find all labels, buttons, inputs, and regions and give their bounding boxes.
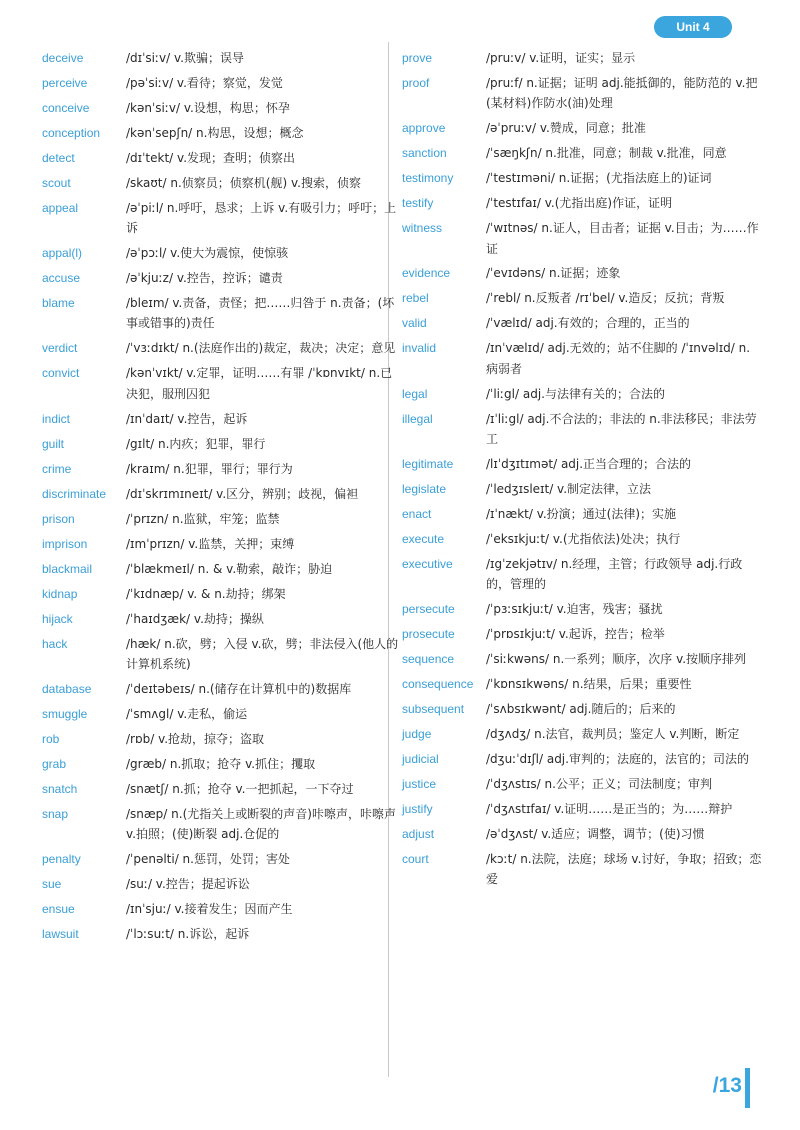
vocab-word: database <box>42 681 92 696</box>
vocab-definition: /dɪˈtekt/ v.发现；查明；侦察出 <box>126 150 296 165</box>
vocab-entry <box>402 624 762 644</box>
vocab-definition: /ˈledʒɪsleɪt/ v.制定法律，立法 <box>486 481 652 496</box>
vocab-definition: /kənˈsepʃn/ n.构思，设想；概念 <box>126 125 304 140</box>
vocab-entry <box>402 48 762 68</box>
vocab-entry <box>42 48 402 68</box>
vocab-entry <box>42 459 402 479</box>
vocab-definition: /pruːv/ v.证明，证实；显示 <box>486 51 636 65</box>
vocab-word: justice <box>402 777 437 792</box>
vocab-word: judicial <box>402 752 439 767</box>
vocab-entry <box>42 779 402 799</box>
vocab-entry <box>42 198 402 239</box>
vocab-definition: /snætʃ/ n.抓；抢夺 v.一把抓起，一下夺过 <box>126 781 354 796</box>
unit-badge: Unit 4 <box>654 16 732 38</box>
vocab-word: conception <box>42 125 101 140</box>
vocab-entry <box>42 849 402 869</box>
vocab-definition: /ɪnˈvælɪd/ adj.无效的；站不住脚的 /ˈɪnvəlɪd/ n.病弱者 <box>486 341 751 376</box>
vocab-definition: /ɪmˈprɪzn/ v.监禁，关押；束缚 <box>126 536 295 551</box>
vocab-entry <box>402 263 762 283</box>
vocab-definition: /ˈpenəlti/ n.惩罚，处罚；害处 <box>126 852 290 867</box>
vocab-definition: /snæp/ n.(尤指关上或断裂的声音)咔嚓声，咔嚓声 v.拍照；(使)断裂 adj.仓促的 <box>126 806 396 842</box>
vocab-definition: /gɪlt/ n.内疚；犯罪，罪行 <box>126 436 266 451</box>
vocab-word: accuse <box>42 271 81 286</box>
vocab-word: perceive <box>42 75 88 90</box>
vocab-entry <box>402 384 762 404</box>
vocab-entry <box>402 699 762 719</box>
vocab-definition: /ˈwɪtnəs/ n.证人，目击者；证据 v.目击；为……作证 <box>486 221 759 256</box>
vocab-entry <box>42 584 402 604</box>
vocab-entry <box>42 704 402 724</box>
vocab-entry <box>42 899 402 919</box>
vocab-entry <box>402 479 762 499</box>
vocab-word: crime <box>42 461 72 476</box>
vocab-entry <box>402 824 762 844</box>
vocab-word: penalty <box>42 852 81 867</box>
vocab-definition: /ˈkɒnsɪkwəns/ n.结果，后果；重要性 <box>486 677 692 692</box>
vocab-definition: /dɪˈskrɪmɪneɪt/ v.区分，辨别；歧视，偏袒 <box>126 486 359 501</box>
vocab-entry <box>42 509 402 529</box>
vocab-word: discriminate <box>42 486 107 501</box>
vocab-word: judge <box>402 727 432 742</box>
vocab-definition: /kraɪm/ n.犯罪，罪行；罪行为 <box>126 461 293 476</box>
vocab-definition: /ˈkɪdnæp/ v. & n.劫持；绑架 <box>126 586 286 601</box>
vocab-entry <box>42 874 402 894</box>
vocab-entry <box>402 288 762 308</box>
vocab-word: valid <box>402 316 427 331</box>
vocab-entry <box>42 293 402 334</box>
vocab-word: imprison <box>42 536 88 551</box>
vocab-word: scout <box>42 175 71 190</box>
vocab-word: proof <box>402 75 430 90</box>
vocab-definition: /ˈprɪzn/ n.监狱，牢笼；监禁 <box>126 511 280 526</box>
vocab-entry <box>42 679 402 699</box>
vocab-definition: /suː/ v.控告；提起诉讼 <box>126 877 250 892</box>
vocab-entry <box>42 924 402 944</box>
page-number: /13 <box>712 1074 742 1097</box>
vocab-word: guilt <box>42 436 65 451</box>
vocab-definition: /əˈpruːv/ v.赞成，同意；批准 <box>486 121 646 136</box>
vocab-definition: /lɪˈdʒɪtɪmət/ adj.正当合理的；合法的 <box>486 456 692 471</box>
vocab-entry <box>402 749 762 769</box>
vocab-entry <box>42 338 402 358</box>
vocab-word: detect <box>42 150 75 165</box>
vocab-definition: /ɪgˈzekjətɪv/ n.经理，主管；行政领导 adj.行政的，管理的 <box>486 556 743 592</box>
vocab-entry <box>42 98 402 118</box>
vocab-definition: /əˈpɔːl/ v.使大为震惊，使惊骇 <box>126 246 289 261</box>
left-column <box>42 48 402 949</box>
vocab-definition: /dʒʌdʒ/ n.法官，裁判员；鉴定人 v.判断，断定 <box>486 727 740 742</box>
vocab-definition: /ɪˈliːgl/ adj.不合法的；非法的 n.非法移民；非法劳工 <box>486 411 757 446</box>
vocab-word: sanction <box>402 146 447 161</box>
vocab-word: verdict <box>42 341 78 356</box>
vocab-definition: /ɪnˈsjuː/ v.接着发生；因而产生 <box>126 902 293 917</box>
vocab-word: prosecute <box>402 627 455 642</box>
vocab-definition: /ˈsʌbsɪkwənt/ adj.随后的；后来的 <box>486 702 676 717</box>
vocab-word: indict <box>42 411 71 426</box>
vocab-word: grab <box>42 756 67 771</box>
vocab-word: rebel <box>402 291 429 306</box>
vocab-word: consequence <box>402 677 474 692</box>
vocab-entry <box>402 168 762 188</box>
vocab-entry <box>42 754 402 774</box>
vocab-word: snatch <box>42 781 78 796</box>
vocab-definition: /kɔːt/ n.法院，法庭；球场 v.讨好，争取；招致；恋爱 <box>486 852 762 887</box>
vocab-word: witness <box>402 221 443 236</box>
vocab-entry <box>402 724 762 744</box>
page-edge-bar <box>745 1068 750 1108</box>
vocab-word: prison <box>42 511 75 526</box>
vocab-entry <box>402 409 762 450</box>
vocab-word: lawsuit <box>42 927 79 941</box>
vocab-entry <box>42 243 402 263</box>
vocab-entry <box>402 454 762 474</box>
vocab-definition: /ˈprɒsɪkjuːt/ v.起诉，控告；检举 <box>486 627 665 642</box>
vocab-definition: /ˈvɜːdɪkt/ n.(法庭作出的)裁定，裁决；决定；意见 <box>126 341 396 356</box>
vocab-entry <box>42 484 402 504</box>
vocab-entry <box>42 173 402 193</box>
vocab-definition: /ˈdʒʌstɪs/ n.公平；正义；司法制度；审判 <box>486 777 712 792</box>
vocab-definition: /ˈvælɪd/ adj.有效的；合理的，正当的 <box>486 316 690 331</box>
vocab-entry <box>402 193 762 213</box>
vocab-definition: /əˈpiːl/ n.呼吁，恳求；上诉 v.有吸引力；呼吁；上诉 <box>126 200 397 236</box>
vocab-word: legal <box>402 386 428 401</box>
vocab-word: rob <box>42 731 60 746</box>
vocab-word: sue <box>42 877 62 892</box>
vocab-word: execute <box>402 531 445 546</box>
vocab-definition: /græb/ n.抓取；抢夺 v.抓住；攫取 <box>126 756 316 771</box>
vocab-entry <box>402 799 762 819</box>
vocab-definition: /ɪˈnækt/ v.扮演；通过(法律)；实施 <box>486 506 677 521</box>
vocab-definition: /ˈblækmeɪl/ n. & v.勒索，敲诈；胁迫 <box>126 561 333 576</box>
vocab-definition: /pruːf/ n.证据；证明 adj.能抵御的，能防范的 v.把(某材料)作防水(油)处理 <box>486 75 758 111</box>
vocab-entry <box>42 609 402 629</box>
vocab-entry <box>42 363 402 404</box>
vocab-entry <box>42 804 402 845</box>
vocab-entry <box>402 338 762 379</box>
vocab-definition: /ˈhaɪdʒæk/ v.劫持；操纵 <box>126 611 264 626</box>
vocab-word: ensue <box>42 902 75 917</box>
vocab-entry <box>42 123 402 143</box>
vocab-entry <box>402 118 762 138</box>
vocab-definition: /ˈlɔːsuːt/ n.诉讼，起诉 <box>126 927 250 941</box>
vocab-entry <box>402 649 762 669</box>
vocab-word: adjust <box>402 827 435 842</box>
vocab-word: prove <box>402 51 433 65</box>
vocab-definition: /ˈsiːkwəns/ n.一系列；顺序，次序 v.按顺序排列 <box>486 652 747 667</box>
vocab-word: executive <box>402 556 453 571</box>
vocab-definition: /ˈtestɪfaɪ/ v.(尤指出庭)作证，证明 <box>486 196 673 211</box>
vocab-definition: /kənˈvɪkt/ v.定罪，证明……有罪 /ˈkɒnvɪkt/ n.已决犯，服刑囚犯 <box>126 366 393 401</box>
vocab-word: legislate <box>402 481 447 496</box>
vocab-definition: /kənˈsiːv/ v.设想，构思；怀孕 <box>126 100 290 115</box>
vocab-definition: /bleɪm/ v.责备，责怪；把……归咎于 n.责备；(坏事或错事的)责任 <box>126 296 395 331</box>
vocab-definition: /ˈrebl/ n.反叛者 /rɪˈbel/ v.造反；反抗；背叛 <box>486 291 725 306</box>
vocab-word: invalid <box>402 341 437 356</box>
vocab-word: blackmail <box>42 561 93 576</box>
vocab-word: approve <box>402 121 446 136</box>
vocab-word: testimony <box>402 171 454 186</box>
vocab-entry <box>402 218 762 259</box>
vocab-word: illegal <box>402 411 433 426</box>
vocab-word: deceive <box>42 51 84 65</box>
vocab-entry <box>402 504 762 524</box>
right-column <box>402 48 762 894</box>
vocab-entry <box>42 434 402 454</box>
vocab-definition: /ˈsæŋkʃn/ n.批准，同意；制裁 v.批准，同意 <box>486 146 727 161</box>
vocab-word: subsequent <box>402 702 465 717</box>
vocab-definition: /ˈsmʌgl/ v.走私，偷运 <box>126 706 248 721</box>
vocab-definition: /pəˈsiːv/ v.看待；察觉，发觉 <box>126 75 283 90</box>
vocab-entry <box>42 409 402 429</box>
vocab-definition: /əˈkjuːz/ v.控告，控诉；谴责 <box>126 271 283 286</box>
vocab-definition: /ˈeksɪkjuːt/ v.(尤指依法)处决；执行 <box>486 531 681 546</box>
vocab-entry <box>42 534 402 554</box>
vocab-definition: /hæk/ n.砍，劈；入侵 v.砍，劈；非法侵入(他人的计算机系统) <box>126 636 399 671</box>
vocab-word: sequence <box>402 652 455 667</box>
vocab-definition: /ˈtestɪməni/ n.证据；(尤指法庭上的)证词 <box>486 171 712 186</box>
vocab-word: enact <box>402 506 432 521</box>
vocab-definition: /əˈdʒʌst/ v.适应；调整，调节；(使)习惯 <box>486 827 705 842</box>
vocab-entry <box>402 554 762 595</box>
vocab-definition: /dɪˈsiːv/ v.欺骗；误导 <box>126 51 244 65</box>
vocab-definition: /ɪnˈdaɪt/ v.控告，起诉 <box>126 411 248 426</box>
vocab-definition: /ˈliːgl/ adj.与法律有关的；合法的 <box>486 386 665 401</box>
vocab-word: convict <box>42 366 80 381</box>
vocab-entry <box>402 529 762 549</box>
vocab-word: testify <box>402 196 434 211</box>
vocab-definition: /dʒuːˈdɪʃl/ adj.审判的；法庭的，法官的；司法的 <box>486 752 749 767</box>
vocab-word: hijack <box>42 611 73 626</box>
vocab-entry <box>42 148 402 168</box>
vocab-word: court <box>402 852 429 867</box>
vocab-word: persecute <box>402 602 455 617</box>
vocab-entry <box>402 143 762 163</box>
vocab-word: evidence <box>402 266 451 281</box>
vocab-entry <box>42 268 402 288</box>
vocab-definition: /skaʊt/ n.侦察员；侦察机(舰) v.搜索，侦察 <box>126 175 361 190</box>
vocab-definition: /ˈpɜːsɪkjuːt/ v.迫害，残害；骚扰 <box>486 602 663 617</box>
vocab-entry <box>402 849 762 890</box>
vocab-word: appeal <box>42 200 79 215</box>
vocab-entry <box>402 674 762 694</box>
vocab-entry <box>42 559 402 579</box>
vocab-word: kidnap <box>42 586 78 601</box>
vocab-word: smuggle <box>42 706 88 721</box>
vocab-word: appal(l) <box>42 246 83 261</box>
vocab-entry <box>42 729 402 749</box>
vocab-entry <box>42 73 402 93</box>
vocab-entry <box>402 73 762 114</box>
vocab-entry <box>402 313 762 333</box>
vocab-definition: /rɒb/ v.抢劫，掠夺；盗取 <box>126 731 265 746</box>
vocab-word: hack <box>42 636 68 651</box>
vocab-definition: /ˈevɪdəns/ n.证据；迹象 <box>486 266 621 281</box>
vocab-word: snap <box>42 806 69 821</box>
vocab-definition: /ˈdʒʌstɪfaɪ/ v.证明……是正当的；为……辩护 <box>486 802 733 817</box>
vocab-word: legitimate <box>402 456 454 471</box>
vocab-word: justify <box>402 802 433 817</box>
vocab-definition: /ˈdeɪtəbeɪs/ n.(储存在计算机中的)数据库 <box>126 681 352 696</box>
vocab-word: conceive <box>42 100 90 115</box>
vocab-entry <box>402 599 762 619</box>
vocab-word: blame <box>42 296 75 311</box>
vocab-entry <box>42 634 402 675</box>
vocab-entry <box>402 774 762 794</box>
